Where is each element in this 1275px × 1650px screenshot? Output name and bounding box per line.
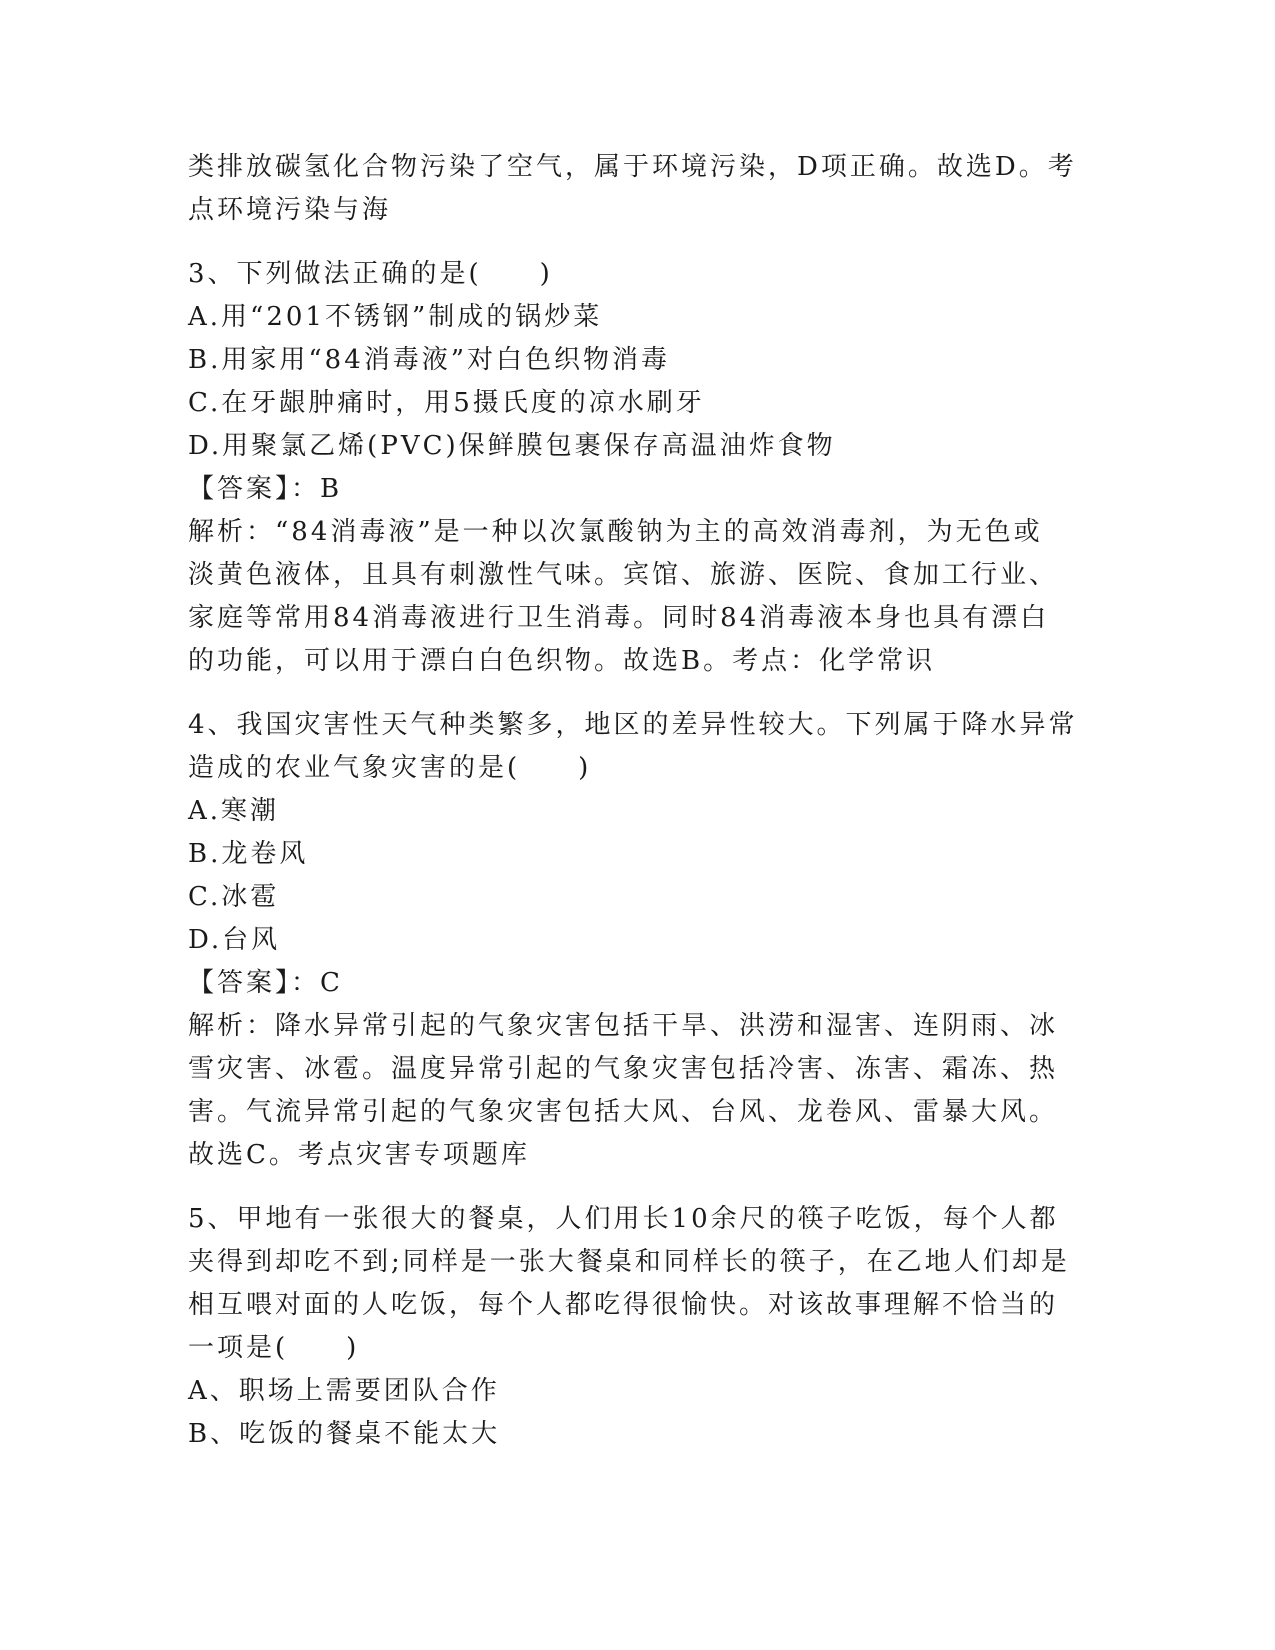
option-a: A.寒潮: [188, 796, 280, 826]
option-c: C.在牙龈肿痛时，用5摄氏度的凉水刷牙: [188, 388, 705, 418]
analysis-line: 害。气流异常引起的气象灾害包括大风、台风、龙卷风、雷暴大风。: [188, 1097, 1059, 1127]
answer-line: 【答案】：C: [188, 968, 343, 998]
option-c: C.冰雹: [188, 882, 280, 912]
option-b: B.龙卷风: [188, 839, 309, 869]
option-b: B.用家用“84消毒液”对白色织物消毒: [188, 345, 671, 375]
analysis-line: 雪灾害、冰雹。温度异常引起的气象灾害包括冷害、冻害、霜冻、热: [188, 1054, 1059, 1084]
option-a: A.用“201不锈钢”制成的锅炒菜: [188, 302, 603, 332]
question-stem: 造成的农业气象灾害的是( ): [188, 753, 592, 783]
analysis-line: 故选C。考点灾害专项题库: [188, 1140, 530, 1170]
analysis-line: 解析：降水异常引起的气象灾害包括干旱、洪涝和湿害、连阴雨、冰: [188, 1011, 1059, 1041]
analysis-line: 家庭等常用84消毒液进行卫生消毒。同时84消毒液本身也具有漂白: [188, 603, 1050, 633]
question-4: [188, 704, 1088, 1177]
answer-line: 【答案】：B: [188, 474, 343, 504]
question-stem: 一项是( ): [188, 1333, 360, 1363]
text-line: 类排放碳氢化合物污染了空气，属于环境污染，D项正确。故选D。考: [188, 152, 1077, 182]
previous-analysis-tail: [188, 146, 1088, 232]
text-line: 点环境污染与海: [188, 195, 392, 225]
question-stem: 5、甲地有一张很大的餐桌，人们用长10余尺的筷子吃饭，每个人都: [188, 1204, 1059, 1234]
option-d: D.用聚氯乙烯(PVC)保鲜膜包裹保存高温油炸食物: [188, 431, 836, 461]
question-stem: 4、我国灾害性天气种类繁多，地区的差异性较大。下列属于降水异常: [188, 710, 1078, 740]
question-3: [188, 253, 1088, 683]
analysis-line: 的功能，可以用于漂白白色织物。故选B。考点：化学常识: [188, 646, 936, 676]
analysis-line: 淡黄色液体，且具有刺激性气味。宾馆、旅游、医院、食加工行业、: [188, 560, 1059, 590]
option-b: B、吃饭的餐桌不能太大: [188, 1419, 501, 1449]
question-stem: 夹得到却吃不到;同样是一张大餐桌和同样长的筷子，在乙地人们却是: [188, 1247, 1070, 1277]
question-stem: 3、下列做法正确的是( ): [188, 259, 553, 289]
question-5: [188, 1198, 1088, 1456]
question-stem: 相互喂对面的人吃饭，每个人都吃得很愉快。对该故事理解不恰当的: [188, 1290, 1059, 1320]
option-d: D.台风: [188, 925, 281, 955]
option-a: A、职场上需要团队合作: [188, 1376, 500, 1406]
analysis-line: 解析：“84消毒液”是一种以次氯酸钠为主的高效消毒剂，为无色或: [188, 517, 1043, 547]
page-content: [188, 146, 1088, 1456]
